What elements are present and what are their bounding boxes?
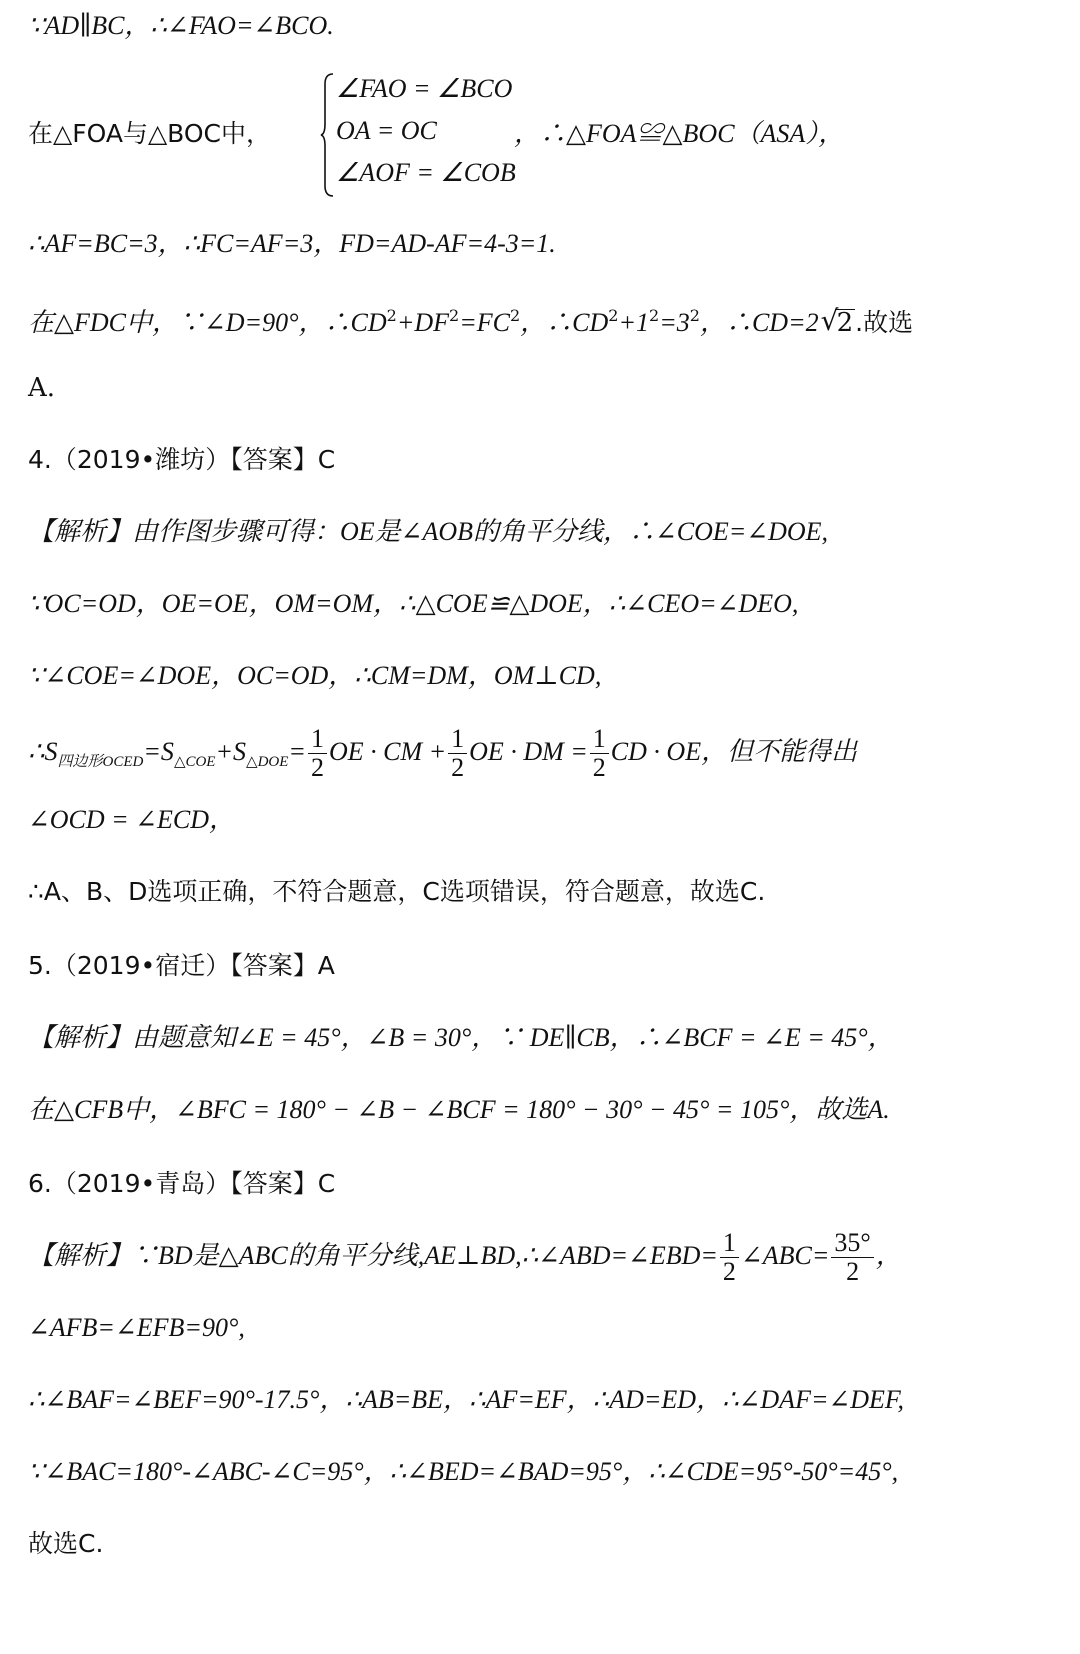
q4-area-formula: $\therefore S_{四边形OCED}=S_{\triangle COE}+S_{\triangle DOE}=$ $\frac{1}{2}$ OE · CM + $\frac{1}{2}$ OE · DM = $\frac{1}{2}$ CD · OE，但不能得出 [28,723,858,782]
q5-analysis-1: 【解析】由题意知∠E = 45°，∠B = 30°，∵ DE∥CB，∴∠BCF = ∠E = 45°， [28,1023,894,1052]
q6-conclusion: 故选C. [28,1529,104,1558]
q6-analysis-2: ∠AFB=∠EFB=90°, [28,1313,245,1342]
q6-analysis-1: 【解析】∵BD是△ABC的角平分线,AE⊥BD,∴∠ABD=∠EBD= $\frac{1}{2}$ ∠ABC= $\frac{35^\circ}{2}$ ， [28,1227,902,1286]
line-af-bc: ∴AF=BC=3，∴FC=AF=3，FD=AD-AF=4-3=1. [28,229,556,258]
line-triangle-congruence: 在△FOA与△BOC中， [28,119,272,148]
fraction-half: $\frac{1}{2}$ [720,1229,739,1286]
fraction-half: $\frac{1}{2}$ [590,725,609,782]
q4-angle-note: ∠OCD = ∠ECD， [28,805,236,834]
q6-analysis-4: ∵∠BAC=180°-∠ABC-∠C=95°，∴∠BED=∠BAD=95°，∴∠CDE=95°-50°=45°, [28,1457,899,1486]
equation-system [320,70,520,200]
q4-heading: 4.（2019•潍坊）【答案】C [28,445,336,474]
left-brace-icon [320,70,336,200]
line-pythagoras: 在△FDC中，∵∠D=90°，$\therefore CD^2+DF^2=FC^2$，$\therefore CD^2+1^2=3^2$，∴CD=2 √ 2.故选 [28,298,1060,341]
line-asa-conclusion: ，∴△FOA≌△BOC（ASA）， [514,119,845,148]
sqrt-symbol: √ 2 [820,304,854,338]
system-eq-2: OA = OC [336,116,437,145]
fraction-35-over-2: $\frac{35^\circ}{2}$ [831,1229,873,1286]
q6-heading: 6.（2019•青岛）【答案】C [28,1169,336,1198]
q4-conclusion: ∴A、B、D选项正确，不符合题意，C选项错误，符合题意，故选C. [28,877,766,906]
q5-analysis-2: 在△CFB中，∠BFC = 180° − ∠B − ∠BCF = 180° − 30° − 45° = 105°，故选A. [28,1095,890,1124]
fraction-half: $\frac{1}{2}$ [308,725,327,782]
q6-analysis-3: ∴∠BAF=∠BEF=90°-17.5°，∴AB=BE，∴AF=EF，∴AD=ED，∴∠DAF=∠DEF, [28,1385,904,1414]
fraction-half: $\frac{1}{2}$ [448,725,467,782]
q4-analysis-2: ∵OC=OD，OE=OE，OM=OM，∴△COE≌△DOE，∴∠CEO=∠DEO, [28,589,799,618]
system-eq-1: ∠FAO = ∠BCO [336,74,513,103]
q4-analysis-3: ∵∠COE=∠DOE，OC=OD，∴CM=DM，OM⊥CD, [28,661,602,690]
line-ad-parallel-bc: ∵AD∥BC，∴∠FAO=∠BCO. [28,11,334,40]
q4-analysis-1: 【解析】由作图步骤可得：OE是∠AOB的角平分线，∴∠COE=∠DOE, [28,517,829,546]
system-eq-3: ∠AOF = ∠COB [336,158,516,187]
q5-heading: 5.（2019•宿迁）【答案】A [28,951,335,980]
line-answer-a: A. [28,373,56,403]
